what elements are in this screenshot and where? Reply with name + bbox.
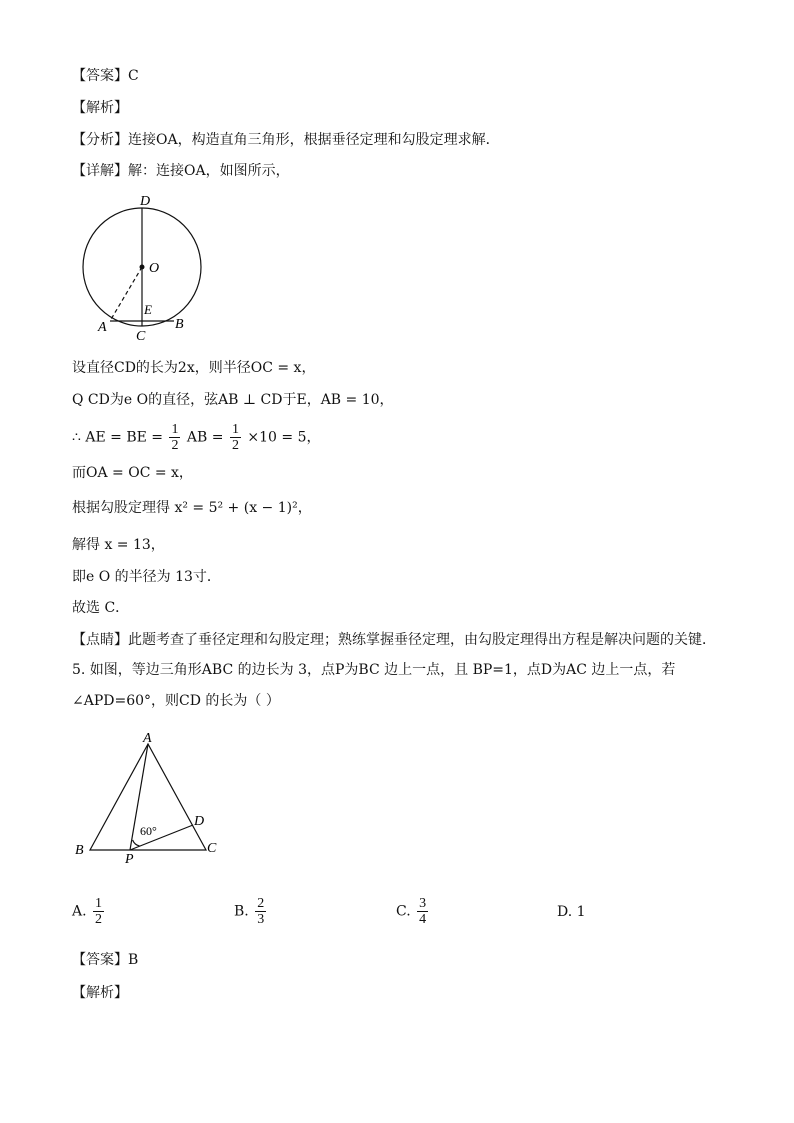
- frac-den: 2: [171, 438, 179, 453]
- question-5-line-1: 5. 如图，等边三角形ABC 的边长为 3，点P为BC 边上一点，且 BP=1，点D为AC 边上一点，若: [72, 662, 676, 678]
- analysis-text: 连接OA，构造直角三角形，根据垂径定理和勾股定理求解．: [128, 132, 500, 148]
- option-b-fraction: [255, 896, 266, 927]
- comment-text: 此题考查了垂径定理和勾股定理；熟练掌握垂径定理，由勾股定理得出方程是解决问题的关键．: [128, 632, 716, 648]
- option-a[interactable]: [72, 896, 106, 927]
- detail-tag: 【详解】: [72, 163, 128, 179]
- answer-line-2: [72, 950, 138, 970]
- frac-num: 1: [171, 422, 179, 437]
- option-c-fraction: [417, 896, 428, 927]
- step-8: 故选 C．: [72, 600, 130, 616]
- step-3: [72, 422, 321, 453]
- label-b: B: [175, 317, 184, 332]
- option-d-label: D.: [557, 904, 573, 920]
- label-o: O: [149, 261, 160, 276]
- label-d: D: [140, 194, 151, 209]
- comment-tag: 【点睛】: [72, 632, 128, 648]
- frac-den: 2: [95, 912, 103, 927]
- label-p: P: [125, 852, 134, 866]
- question-5-line-2: ∠APD=60°，则CD 的长为（ ）: [72, 693, 280, 709]
- comment-line: [72, 630, 716, 650]
- step-3-mid: AB =: [186, 429, 224, 446]
- frac-den: 3: [257, 912, 265, 927]
- label-c: C: [207, 841, 217, 856]
- step-4: 而OA = OC = x，: [72, 465, 193, 481]
- frac-num: 1: [231, 422, 239, 437]
- answer-line: [72, 66, 139, 86]
- option-c-label: C.: [396, 903, 411, 920]
- answer-tag: 【答案】: [72, 68, 128, 84]
- circle-figure: [76, 188, 216, 344]
- angle-arc: [133, 840, 140, 846]
- analysis-tag: 【分析】: [72, 132, 128, 148]
- detail-text: 解：连接OA，如图所示，: [128, 163, 290, 179]
- answer-tag: 【答案】: [72, 952, 128, 968]
- frac-den: 2: [231, 438, 239, 453]
- center-point: [140, 265, 145, 270]
- label-a: A: [98, 320, 107, 335]
- label-e: E: [144, 302, 152, 317]
- analysis-line: [72, 130, 500, 150]
- step-3-pre: ∴ AE = BE =: [72, 429, 164, 446]
- label-a: A: [143, 731, 152, 746]
- step-1: 设直径CD的长为2x，则半径OC = x，: [72, 360, 316, 376]
- label-c: C: [136, 329, 146, 344]
- step-5: 根据勾股定理得 x² = 5² + (x − 1)²，: [72, 500, 312, 516]
- frac-num: 2: [257, 896, 265, 911]
- option-b-label: B.: [234, 903, 249, 920]
- frac-num: 1: [95, 896, 103, 911]
- fraction-half-1: [169, 422, 180, 453]
- segment-oa: [110, 267, 142, 321]
- option-d-value: 1: [576, 904, 586, 920]
- fraction-half-2: [230, 422, 241, 453]
- answer-value: B: [128, 952, 139, 968]
- frac-num: 3: [419, 896, 427, 911]
- label-d: D: [194, 814, 205, 829]
- angle-label: 60°: [140, 824, 157, 838]
- triangle-figure: [72, 726, 232, 866]
- detail-line: [72, 161, 290, 181]
- label-b: B: [75, 843, 84, 858]
- option-a-label: A.: [72, 903, 87, 920]
- option-c[interactable]: [396, 896, 430, 927]
- step-2: Q CD为e O的直径，弦AB ⊥ CD于E，AB = 10，: [72, 392, 394, 408]
- step-7: 即e O 的半径为 13寸．: [72, 569, 221, 585]
- analysis-heading: 【解析】: [72, 100, 128, 116]
- option-a-fraction: [93, 896, 104, 927]
- step-3-post: ×10 = 5，: [247, 429, 321, 446]
- step-6: 解得 x = 13，: [72, 537, 165, 553]
- option-b[interactable]: [234, 896, 268, 927]
- analysis-heading-2: 【解析】: [72, 985, 128, 1001]
- answer-value: C: [128, 68, 139, 84]
- frac-den: 4: [419, 912, 427, 927]
- option-d[interactable]: [557, 904, 586, 920]
